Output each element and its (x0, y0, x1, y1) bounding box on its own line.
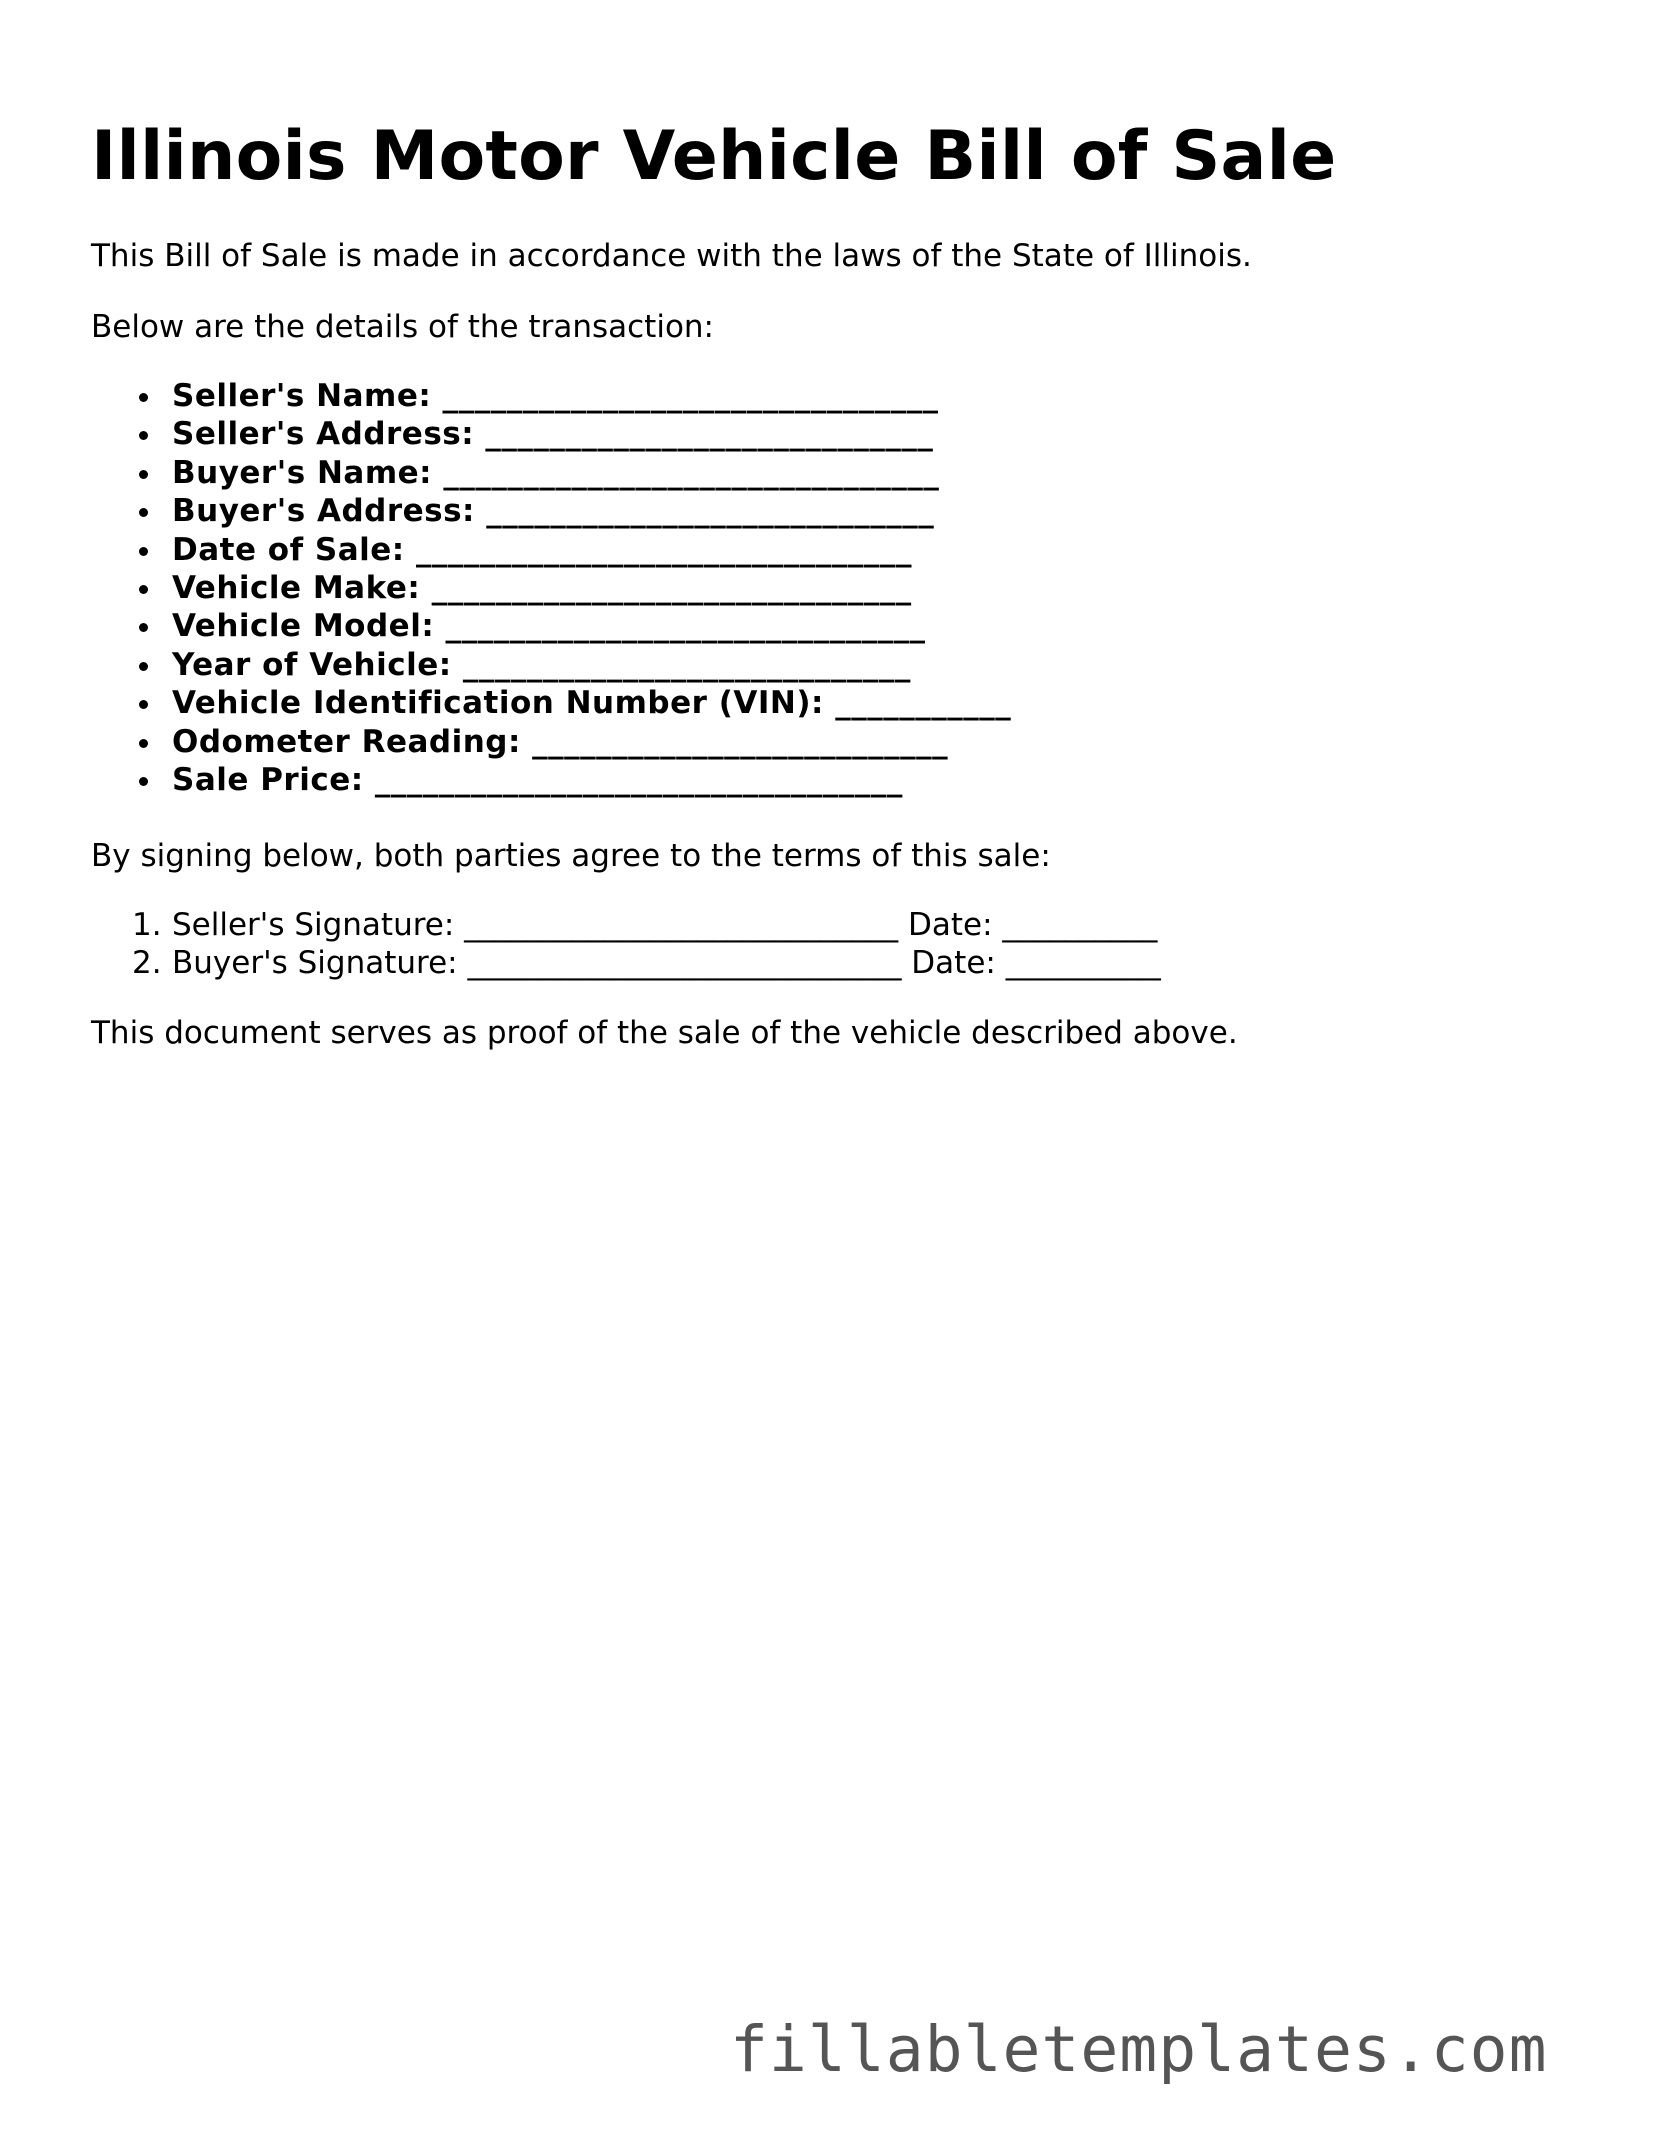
field-buyers-address: Buyer's Address: ____________________________ (172, 492, 1011, 530)
field-year-of-vehicle: Year of Vehicle: ____________________________ (172, 646, 1011, 684)
transaction-details-list (91, 377, 1011, 799)
intro-paragraph: This Bill of Sale is made in accordance with the laws of the State of Illinois. (91, 238, 1252, 274)
buyer-signature-line (132, 944, 1161, 982)
field-odometer-reading: Odometer Reading: __________________________ (172, 723, 1011, 761)
signing-lead-paragraph: By signing below, both parties agree to the terms of this sale: (91, 838, 1051, 874)
details-lead-paragraph: Below are the details of the transaction: (91, 309, 714, 345)
field-sellers-address: Seller's Address: ____________________________ (172, 415, 1011, 453)
watermark-text: fillabletemplates.com (730, 2013, 1548, 2086)
document-title: Illinois Motor Vehicle Bill of Sale (91, 117, 1337, 196)
field-sale-price: Sale Price: _________________________________ (172, 761, 1011, 799)
field-vin: Vehicle Identification Number (VIN): ___________ (172, 685, 1012, 722)
seller-signature-text: Seller's Signature: ____________________________ Date: __________ (172, 907, 1158, 943)
seller-signature-line (132, 906, 1161, 944)
field-vehicle-make: Vehicle Make: ______________________________ (172, 569, 1011, 607)
list-number: 2. (132, 945, 162, 982)
buyer-signature-text: Buyer's Signature: ____________________________ Date: __________ (172, 945, 1161, 982)
field-sellers-name: Seller's Name: _______________________________ (172, 377, 1011, 415)
field-vehicle-model: Vehicle Model: ______________________________ (172, 607, 1011, 645)
field-buyers-name: Buyer's Name: _______________________________ (172, 454, 1011, 492)
field-date-of-sale: Date of Sale: _______________________________ (172, 531, 1011, 569)
signature-list (91, 906, 1161, 983)
closing-paragraph: This document serves as proof of the sale of the vehicle described above. (91, 1015, 1238, 1051)
list-number: 1. (132, 907, 162, 943)
